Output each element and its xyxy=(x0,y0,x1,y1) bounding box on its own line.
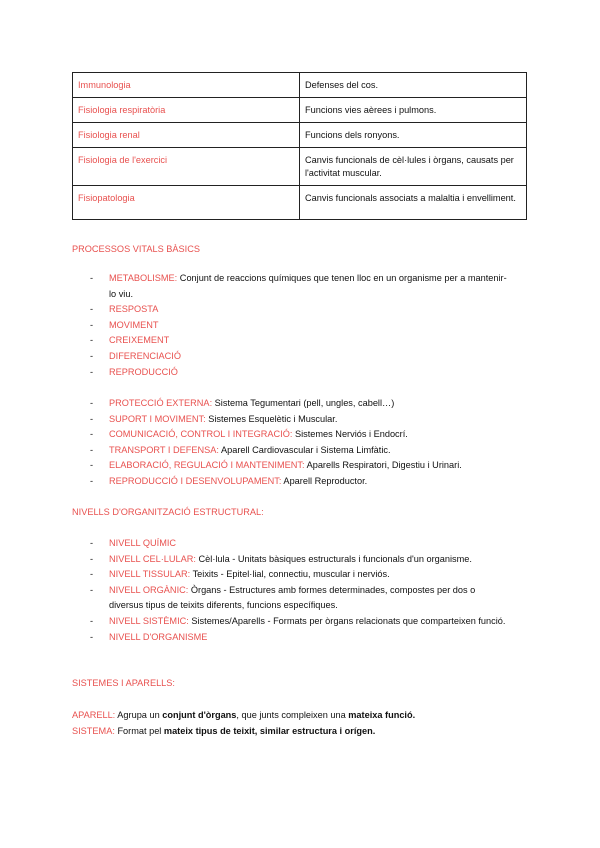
list-item xyxy=(90,443,510,459)
list-item-term: NIVELL SISTÈMIC: xyxy=(109,615,189,626)
list-item-term: NIVELL ORGÀNIC: xyxy=(109,584,189,595)
table-definition-cell: Funcions vies aèrees i pulmons. xyxy=(300,98,527,123)
table-row xyxy=(73,148,527,186)
dash-bullet: - xyxy=(90,350,94,361)
list-item xyxy=(90,365,510,381)
table-row xyxy=(73,73,527,98)
list-item-description: Sistemes Nerviós i Endocrí. xyxy=(292,429,408,440)
list-item-description: Aparell Reproductor. xyxy=(281,475,368,486)
aparell-text-2: , que junts compleixen una xyxy=(236,710,349,720)
table-term-cell: Fisiologia de l'exercici xyxy=(73,148,300,186)
list-item-term: NIVELL CEL·LULAR: xyxy=(109,553,196,564)
list-item-description: Conjunt de reaccions químiques que tenen lloc en un organisme per a mantenir-lo viu. xyxy=(109,273,507,299)
list-item-term: RESPOSTA xyxy=(109,304,159,315)
dash-bullet: - xyxy=(90,335,94,346)
list-item xyxy=(90,349,510,365)
list-processos-vitals xyxy=(90,271,510,380)
table-row xyxy=(73,186,527,220)
dash-bullet: - xyxy=(90,413,94,424)
list-item xyxy=(90,396,510,412)
heading-sistemes-aparells: SISTEMES I APARELLS: xyxy=(72,678,175,688)
list-item-term: ELABORACIÓ, REGULACIÓ I MANTENIMENT: xyxy=(109,460,305,471)
table-row xyxy=(73,98,527,123)
dash-bullet: - xyxy=(90,444,94,455)
aparell-definition xyxy=(72,707,532,723)
list-item xyxy=(90,412,510,428)
list-item xyxy=(90,630,510,646)
list-item xyxy=(90,302,510,318)
list-item-term: COMUNICACIÓ, CONTROL I INTEGRACIÓ: xyxy=(109,429,293,440)
table-term-cell: Immunologia xyxy=(73,73,300,98)
sistema-term: SISTEMA: xyxy=(72,726,115,736)
list-item xyxy=(90,567,510,583)
dash-bullet: - xyxy=(90,429,94,440)
dash-bullet: - xyxy=(90,569,94,580)
aparell-bold-1: conjunt d'òrgans xyxy=(162,710,237,720)
list-item xyxy=(90,474,510,490)
list-item xyxy=(90,536,510,552)
table-term-cell: Fisiologia renal xyxy=(73,123,300,148)
list-item-description: Sistema Tegumentari (pell, ungles, cabell…) xyxy=(212,398,395,408)
dash-bullet: - xyxy=(90,304,94,315)
list-item xyxy=(90,552,510,568)
table-definition-cell: Canvis funcionals de cèl·lules i òrgans, causats per l'activitat muscular. xyxy=(300,148,527,186)
aparell-term: APARELL: xyxy=(72,710,116,720)
list-item-description: Aparell Cardiovascular i Sistema Limfàtic. xyxy=(218,444,391,455)
list-item-term: NIVELL TISSULAR: xyxy=(109,569,191,580)
list-item-term: PROTECCIÓ EXTERNA: xyxy=(109,398,213,408)
list-item-term: CREIXEMENT xyxy=(109,335,170,346)
dash-bullet: - xyxy=(90,319,94,330)
dash-bullet: - xyxy=(90,475,94,486)
list-item-term: MOVIMENT xyxy=(109,319,159,330)
aparell-text-1: Agrupa un xyxy=(115,710,163,720)
list-item xyxy=(90,333,510,349)
dash-bullet: - xyxy=(90,615,94,626)
dash-bullet: - xyxy=(90,398,94,408)
sistema-definition xyxy=(72,723,532,739)
list-item-term: NIVELL D'ORGANISME xyxy=(109,631,208,642)
sistema-text-1: Format pel xyxy=(114,726,164,736)
list-item-description: Cèl·lula - Unitats bàsiques estructurals i funcionals d'un organisme. xyxy=(195,553,472,564)
table-definition-cell: Funcions dels ronyons. xyxy=(300,123,527,148)
dash-bullet: - xyxy=(90,538,94,548)
dash-bullet: - xyxy=(90,273,94,283)
table-definition-cell: Canvis funcionals associats a malaltia i envelliment. xyxy=(300,186,527,220)
list-item-description: Aparells Respiratori, Digestiu i Urinari. xyxy=(304,460,462,471)
dash-bullet: - xyxy=(90,460,94,471)
list-item-term: REPRODUCCIÓ I DESENVOLUPAMENT: xyxy=(109,475,282,486)
list-item xyxy=(90,271,510,302)
list-item xyxy=(90,583,510,614)
list-funcions-sistemes xyxy=(90,396,510,490)
list-item xyxy=(90,427,510,443)
sistema-bold-1: mateix tipus de teixit, similar estructura i orígen. xyxy=(163,726,376,736)
aparell-bold-2: mateixa funció. xyxy=(348,710,416,720)
table-term-cell: Fisiopatologia xyxy=(73,186,300,220)
heading-processos-vitals: PROCESSOS VITALS BÀSICS xyxy=(72,244,200,254)
list-item-term: DIFERENCIACIÓ xyxy=(109,350,181,361)
list-item-term: NIVELL QUÍMIC xyxy=(109,538,177,548)
dash-bullet: - xyxy=(90,584,94,595)
table-term-cell: Fisiologia respiratòria xyxy=(73,98,300,123)
list-item xyxy=(90,614,510,630)
list-item xyxy=(90,318,510,334)
heading-nivells-organitzacio: NIVELLS D'ORGANITZACIÓ ESTRUCTURAL: xyxy=(72,507,264,517)
list-item-description: Sistemes Esquelètic i Muscular. xyxy=(205,413,338,424)
list-item-term: TRANSPORT I DEFENSA: xyxy=(109,444,219,455)
list-item-term: SUPORT I MOVIMENT: xyxy=(109,413,206,424)
list-item-term: METABOLISME: xyxy=(109,273,178,283)
list-item-description: Teixits - Epitel·lial, connectiu, muscular i nerviós. xyxy=(190,569,390,580)
table-row xyxy=(73,123,527,148)
dash-bullet: - xyxy=(90,631,94,642)
definitions-table xyxy=(72,72,527,220)
dash-bullet: - xyxy=(90,366,94,377)
list-nivells xyxy=(90,536,510,645)
list-item-description: Sistemes/Aparells - Formats per òrgans relacionats que comparteixen funció. xyxy=(188,615,506,626)
list-item xyxy=(90,458,510,474)
table-definition-cell: Defenses del cos. xyxy=(300,73,527,98)
list-item-term: REPRODUCCIÓ xyxy=(109,366,178,377)
dash-bullet: - xyxy=(90,553,94,564)
list-item-description: Òrgans - Estructures amb formes determinades, compostes per dos o diversus tipus de teixits diferents, funcions específiques. xyxy=(109,584,476,611)
